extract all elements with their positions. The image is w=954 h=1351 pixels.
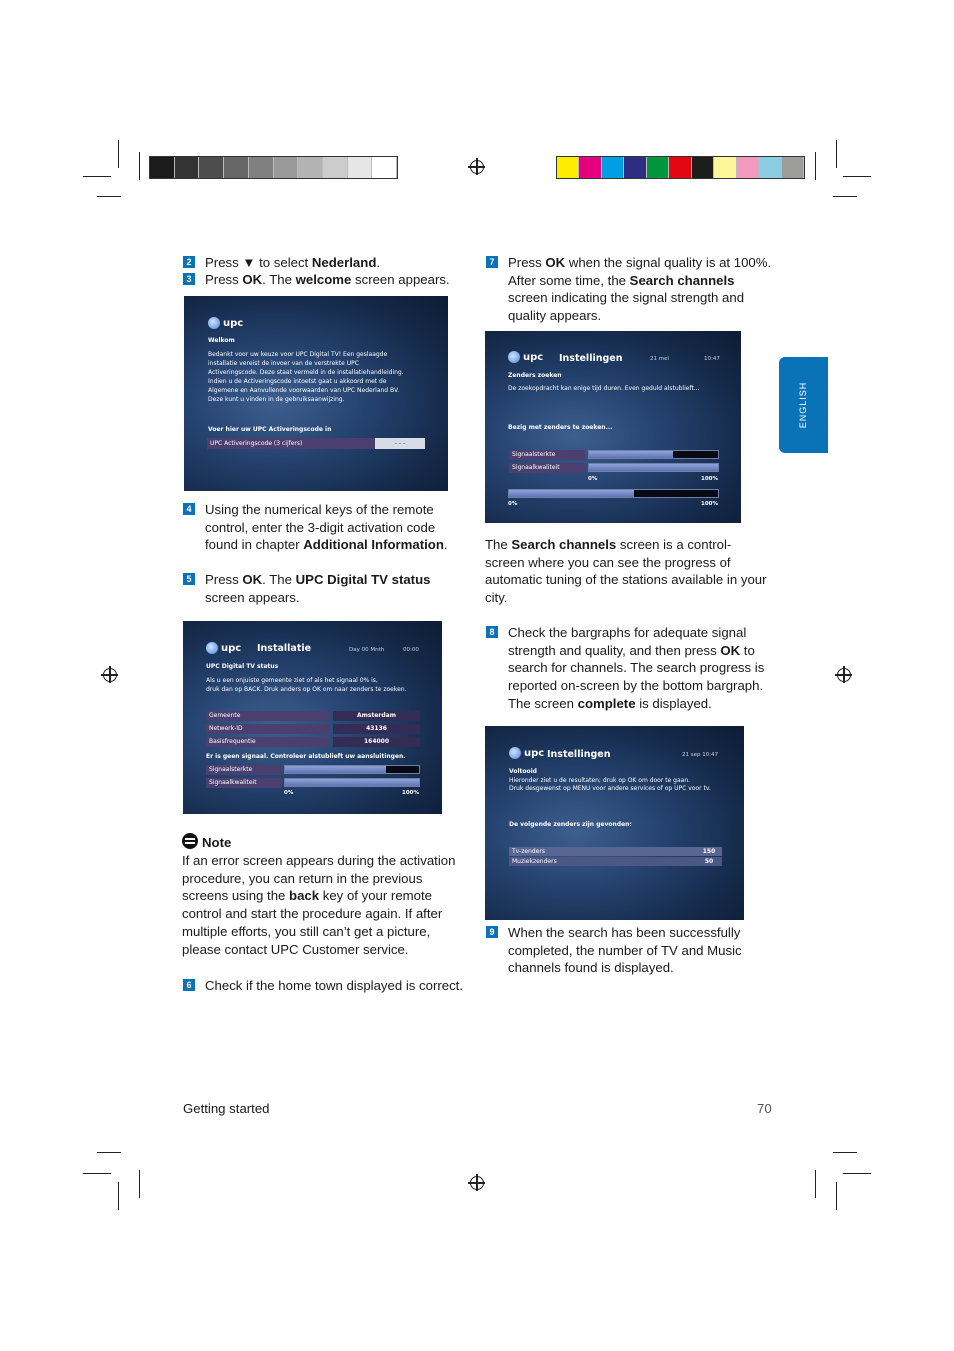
upc-logo: upc <box>206 642 241 654</box>
upc-logo-icon <box>206 642 218 654</box>
greyscale-bar <box>149 156 398 179</box>
signal-quality-bar <box>588 463 719 472</box>
color-swatch <box>737 157 759 178</box>
step-3-text: Press OK. The welcome screen appears. <box>205 272 450 287</box>
greyscale-swatch <box>298 157 323 178</box>
page-number: 70 <box>757 1101 772 1116</box>
note-block <box>182 833 455 958</box>
screen-title: Installatie <box>257 643 312 654</box>
search-channels-description: The Search channels screen is a control- screen where you can see the progress of automatic tuning of the stations available in your city. <box>485 537 767 606</box>
greyscale-swatch <box>372 157 397 178</box>
step-number: 6 <box>183 979 195 991</box>
greyscale-swatch <box>224 157 249 178</box>
upc-logo: upc <box>208 317 243 329</box>
screen-heading: Welkom <box>208 337 235 344</box>
signal-strength-bar <box>284 765 420 774</box>
step-8-text: Check the bargraphs for adequate signal strength and quality, and then press OK to search for channels. The search progress is reported on-screen by the bottom bargraph. The screen complete is displayed. <box>508 625 765 711</box>
step-number: 9 <box>486 926 498 938</box>
signal-quality-bar <box>284 778 420 787</box>
search-complete-screenshot: upc Instellingen 21 sep 10:47 Voltooid Hieronder ziet u de resultaten; druk op OK om door te gaan. Druk desgewenst op MENU voor andere services of op UPC voor tv. De volgende zenders zijn gevonden: Tv-zenders 150 Muziekzenders 50 <box>485 726 744 920</box>
color-swatch <box>647 157 669 178</box>
registration-mark-icon <box>470 160 484 174</box>
color-swatch <box>669 157 691 178</box>
upc-logo: upc <box>508 351 543 363</box>
step-7-text: Press OK when the signal quality is at 100%. After some time, the Search channels screen indicating the signal strength and quality appears. <box>508 255 772 324</box>
upc-logo-icon <box>208 317 220 329</box>
step-number: 2 <box>183 256 195 268</box>
color-swatch <box>579 157 601 178</box>
search-channels-screenshot: upc Instellingen 21 mei 10:47 Zenders zoeken De zoekopdracht kan enige tijd duren. Even geduld alstublieft... Bezig met zenders te zoeken... Signaalsterkte Signaalkwaliteit 0% 100% 0% 100% <box>485 331 741 523</box>
down-arrow-icon: ▼ <box>242 255 256 270</box>
screen-title: Instellingen <box>559 353 623 364</box>
step-6-text: Check if the home town displayed is correct. <box>205 978 464 993</box>
step-5-text: Press OK. The UPC Digital TV status screen appears. <box>205 572 431 605</box>
registration-mark-icon <box>837 668 851 682</box>
greyscale-swatch <box>274 157 299 178</box>
step-number: 4 <box>183 503 195 515</box>
greyscale-swatch <box>175 157 200 178</box>
step-4-text: Using the numerical keys of the remote control, enter the 3-digit activation code found in chapter Additional Information. <box>205 502 448 553</box>
search-progress-bar <box>508 489 719 498</box>
note-icon <box>182 833 198 849</box>
greyscale-swatch <box>199 157 224 178</box>
color-swatch <box>624 157 646 178</box>
activation-code-field: UPC Activeringscode (3 cijfers) - - - <box>207 438 425 449</box>
step-number: 5 <box>183 573 195 585</box>
note-body: If an error screen appears during the activation procedure, you can return in the previous screens using the back key of your remote control and start the procedure again. If after multiple efforts, you still can’t get a picture, please contact UPC Customer service. <box>182 853 456 957</box>
upc-logo-icon <box>508 351 520 363</box>
registration-mark-icon <box>470 1176 484 1190</box>
greyscale-swatch <box>348 157 373 178</box>
step-2-text: Press ▼ to select Nederland. <box>205 255 381 270</box>
greyscale-swatch <box>249 157 274 178</box>
language-label: ENGLISH <box>798 381 808 429</box>
upc-logo-icon <box>509 747 521 759</box>
footer-section-title: Getting started <box>183 1101 270 1116</box>
status-screenshot: upc Installatie Day 00 Mnth 00:00 UPC Digital TV status Als u een onjuiste gemeente ziet of als het signaal 0% is, druk dan op BACK. Druk anders op OK om naar zenders te zoeken. Gemeente Amsterdam Netwerk-ID 43136 Basisfrequentie 164000 Er is geen signaal. Controleer alstublieft uw aansluitingen. Signaalsterkte Signaalkwaliteit 0% 100% <box>183 621 442 814</box>
greyscale-swatch <box>323 157 348 178</box>
note-heading: Note <box>182 833 455 851</box>
screen-title: Instellingen <box>547 749 611 760</box>
color-swatch <box>557 157 579 178</box>
language-side-tab <box>779 357 828 453</box>
color-swatch <box>782 157 804 178</box>
activation-code-value: - - - <box>375 438 425 449</box>
step-number: 3 <box>183 273 195 285</box>
step-number: 8 <box>486 626 498 638</box>
step-number: 7 <box>486 256 498 268</box>
registration-mark-icon <box>103 668 117 682</box>
color-swatch <box>692 157 714 178</box>
welcome-screenshot: upc Welkom Bedankt voor uw keuze voor UPC Digital TV! Een geslaagde installatie vereist de invoer van de verstrekte UPC Activeringscode. Deze staat vermeld in de installatiehandleiding. Indien u de Activeringscode intoetst gaat u akkoord met de Algemene en Aanvullende voorwaarden van UPC Nederland BV. Deze kunt u vinden in de gebruiksaanwijzing. Voer hier uw UPC Activeringscode in UPC Activeringscode (3 cijfers) - - - <box>184 296 448 491</box>
color-swatch <box>759 157 781 178</box>
color-swatch <box>714 157 736 178</box>
step-9-text: When the search has been successfully completed, the number of TV and Music channels found is displayed. <box>508 925 742 976</box>
upc-logo: upc <box>509 747 544 759</box>
signal-strength-bar <box>588 450 719 459</box>
greyscale-swatch <box>150 157 175 178</box>
color-swatch <box>602 157 624 178</box>
color-bar <box>556 156 805 179</box>
